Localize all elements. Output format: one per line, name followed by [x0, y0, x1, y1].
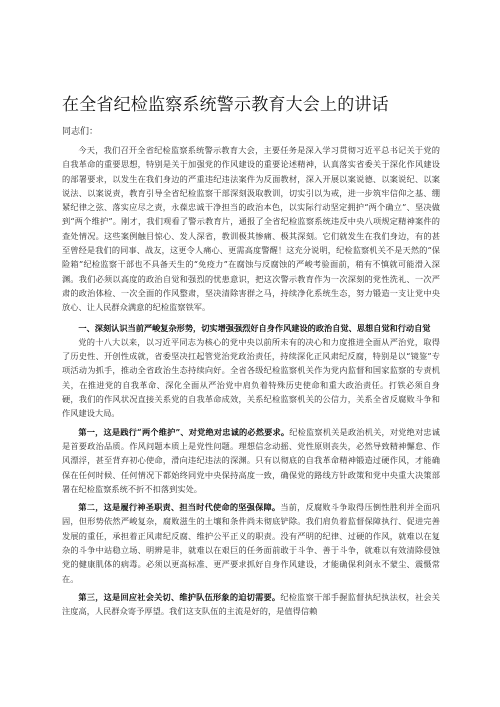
intro-paragraph: 今天，我们召开全省纪检监察系统警示教育大会，主要任务是深入学习贯彻习近平总书记关于党的自我革命的重要思想，特别是关于加强党的作风建设的重要论述精神，认真落实省委关于深化作风建设的部署要求，以发生在我们身边的严重违纪违法案件为反面教材，深入开展以案说德、以案说纪、以案说法、以案说责，教育引导全省纪检监察干部深刻汲取教训，切实引以为戒，进一步筑牢信仰之基、绷紧纪律之弦、落实应尽之责，永葆忠诚干净担当的政治本色，以实际行动坚定拥护“两个确立”、坚决做到“两个维护”。刚才，我们观看了警示教育片，通报了全省纪检监察系统违反中央八项规定精神案件的查处情况。这些案例触目惊心、发人深省，教训极其惨痛、极其深刻。它们就发生在我们身边，有的甚至曾经是我们的同事、战友，这更令人痛心、更需高度警醒！这充分说明，纪检监察机关不是天然的“保险箱”纪检监察干部也不具备天生的“免疫力”在腐蚀与反腐蚀的严峻考验面前，稍有不慎就可能滑入深渊。我们必须以高度的政治自觉和强烈的忧患意识，把这次警示教育作为一次深刻的党性洗礼、一次严肃的政治体检、一次全面的作风整肃，坚决清除害群之马，持续净化系统生态，努力锻造一支让党中央放心、让人民群众满意的纪检监察铁军。: [62, 145, 440, 313]
point-3-lead: 第三，这是回应社会关切、维护队伍形象的迫切需要。: [78, 591, 281, 602]
point-2-paragraph: [62, 500, 440, 586]
point-2-lead: 第二，这是履行神圣职责、担当时代使命的坚强保障。: [78, 502, 281, 513]
document-title: 在全省纪检监察系统警示教育大会上的讲话: [62, 95, 389, 115]
point-1-body: 纪检监察机关是政治机关，对党绝对忠诚是首要政治品质。作风问题本质上是党性问题。理想信念动摇、党性原则丧失，必然导致精神懈怠、作风漂浮，甚至背弃初心使命，滑向违纪违法的深渊。只有以彻底的自我革命精神锻造过硬作风，才能确保在任何时候、任何情况下都始终同党中央保持高度一致，确保党的路线方针政策和党中央重大决策部署在纪检监察系统不折不扣落到实处。: [62, 426, 440, 494]
salutation: 同志们：: [62, 127, 99, 137]
point-1-lead: 第一，这是践行“两个维护”、对党绝对忠诚的必然要求。: [78, 426, 290, 437]
section-1-heading: 一、深刻认识当前严峻复杂形势，切实增强强烈好自身作风建设的政治自觉、思想自觉和行动自觉: [78, 322, 431, 333]
section-1-paragraph: 党的十八大以来，以习近平同志为核心的党中央以前所未有的决心和力度推进全面从严治党，取得了历史性、开创性成就，省委坚决扛起管党治党政治责任，持续深化正风肃纪反腐，特别是以“镜鉴”专项活动为抓手，推动全省政治生态持续向好。全省各级纪检监察机关作为党内监督和国家监察的专责机关，在推进党的自我革命、深化全面从严治党中肩负着特殊历史使命和重大政治责任。打铁必须自身硬，我们的作风状况直接关系党的自我革命成效，关系纪检监察机关的公信力，关系全省反腐败斗争和作风建设大局。: [62, 336, 440, 419]
point-3-paragraph: [62, 590, 440, 619]
point-3-body: 纪检监察干部手握监督执纪执法权，社会关注度高，人民群众寄予厚望。我们这支队伍的主流是好的，是值得信赖: [62, 591, 441, 617]
point-1-paragraph: [62, 425, 440, 496]
point-2-body: 当前，反腐败斗争取得压倒性胜利并全面巩固，但形势依然严峻复杂，腐败滋生的土壤和条件尚未彻底铲除。我们肩负着监督保障执行、促进完善发展的重任，承担着正风肃纪反腐、维护公平正义的职责。没有严明的纪律、过硬的作风，就难以在复杂的斗争中站稳立场、明辨是非，就难以在艰巨的任务面前敢于斗争、善于斗争，就难以有效清除侵蚀党的健康肌体的病毒。必须以更高标准、更严要求抓好自身作风建设，才能确保利剑永不蒙尘、震慑常在。: [62, 502, 441, 584]
